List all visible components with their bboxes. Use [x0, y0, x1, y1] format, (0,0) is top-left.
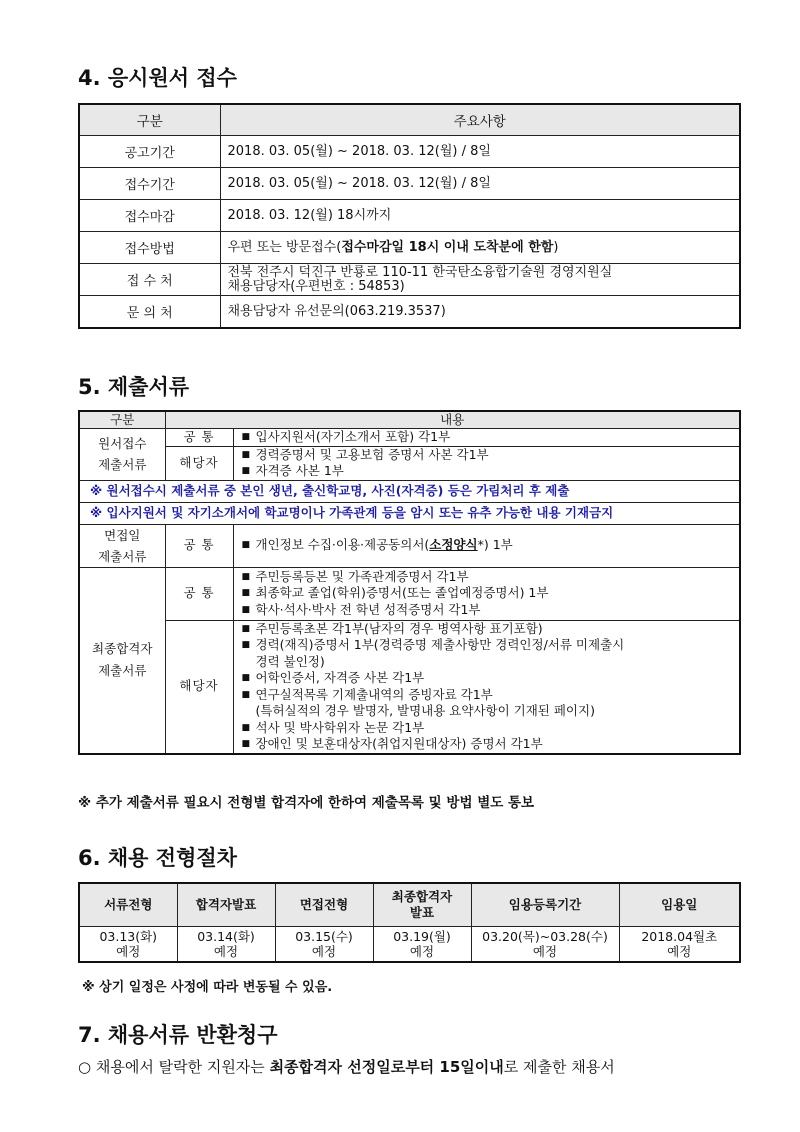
sub-applicable: 해당자 [165, 446, 233, 480]
row-key: 접수기간 [79, 168, 220, 200]
schedule-date: 03.15(수) [295, 929, 353, 944]
list-item-continued: (특허실적의 경우 발명자, 발명내용 요약사항이 기재된 페이지) [255, 703, 595, 718]
col-header: 면접전형 [275, 883, 373, 927]
schedule-status: 예정 [213, 944, 239, 959]
section-7-title: 7. 채용서류 반환청구 [78, 1023, 278, 1047]
notice-no-disclosure: ※ 입사지원서 및 자기소개서에 학교명이나 가족관계 등을 암시 또는 유추 가능한 내용 기재금지 [79, 502, 740, 524]
consent-tail: *) 1부 [477, 537, 513, 553]
row-key: 접 수 처 [79, 264, 220, 296]
consent-text: 개인정보 수집·이용·제공동의서( [255, 537, 430, 553]
row-value: 2018. 03. 05(월) ~ 2018. 03. 12(월) / 8일 [220, 136, 740, 168]
table-row [79, 200, 740, 232]
schedule-date: 2018.04월초 [641, 929, 718, 944]
list-item: ■ 장애인 및 보훈대상자(취업지원대상자) 증명서 각1부 [242, 736, 736, 753]
row-value: 2018. 03. 05(월) ~ 2018. 03. 12(월) / 8일 [220, 168, 740, 200]
group-application: 원서접수 제출서류 [79, 429, 165, 481]
list-item: ■ 최종학교 졸업(학위)증명서(또는 졸업예정증명서) 1부 [242, 585, 736, 602]
list-item: ■ 주민등록등본 및 가족관계증명서 각1부 [242, 569, 736, 586]
schedule-status: 예정 [116, 944, 141, 959]
table-row [79, 296, 740, 329]
return-deadline: 최종합격자 선정일로부터 15일이내 [269, 1058, 504, 1076]
return-text: 채용에서 탈락한 지원자는 [91, 1058, 270, 1076]
row-value: 채용담당자 유선문의(063.219.3537) [220, 296, 740, 329]
list-item [242, 537, 736, 554]
row-value: 2018. 03. 12(월) 18시까지 [220, 200, 740, 232]
return-text-tail: 로 제출한 채용서 [503, 1058, 615, 1076]
sub-common: 공 통 [165, 429, 233, 447]
list-item: ■ 학사·석사·박사 전 학년 성적증명서 각1부 [242, 602, 736, 619]
list-item: ■ 주민등록초본 각1부(남자의 경우 병역사항 표기포함) [242, 621, 736, 638]
group-final: 최종합격자 제출서류 [79, 567, 165, 754]
schedule-date: 03.14(화) [197, 929, 255, 944]
col-header-category: 구분 [79, 411, 165, 429]
sub-applicable: 해당자 [165, 620, 233, 754]
col-header-category: 구분 [79, 104, 220, 136]
schedule-table [78, 882, 741, 963]
application-table [78, 103, 741, 329]
schedule-date: 03.20(목)~03.28(수) [482, 929, 608, 944]
method-tail: ) [553, 239, 559, 255]
section-6-title: 6. 채용 전형절차 [78, 846, 237, 870]
documents-table [78, 410, 741, 755]
row-value [220, 232, 740, 264]
table-row [79, 168, 740, 200]
schedule-status: 예정 [667, 944, 692, 959]
schedule-status: 예정 [409, 944, 435, 959]
col-header: 임용등록기간 [471, 883, 619, 927]
table-row [79, 232, 740, 264]
bullet-circle: ○ [78, 1058, 92, 1076]
documents-footnote: ※ 추가 제출서류 필요시 전형별 합격자에 한하여 제출목록 및 방법 별도 통보 [78, 795, 535, 811]
list-item: ■ 자격증 사본 1부 [242, 463, 736, 480]
col-header-content: 내용 [165, 411, 740, 429]
schedule-footnote: ※ 상기 일정은 사정에 따라 변동될 수 있음. [82, 980, 333, 995]
col-header-details: 주요사항 [220, 104, 740, 136]
return-paragraph [78, 1056, 615, 1077]
list-item: ■ 석사 및 박사학위자 논문 각1부 [242, 720, 736, 737]
col-header: 최종합격자 발표 [373, 883, 471, 927]
method-text: 우편 또는 방문접수( [227, 239, 342, 255]
row-key: 접수방법 [79, 232, 220, 264]
col-header: 임용일 [619, 883, 740, 927]
address-line-2: 채용담당자(우편번호 : 54853) [227, 278, 405, 294]
list-item-continued: 경력 불인정) [255, 653, 325, 669]
form-link[interactable]: 소정양식 [429, 537, 478, 553]
row-key: 문 의 처 [79, 296, 220, 329]
schedule-status: 예정 [311, 944, 337, 959]
sub-common: 공 통 [165, 567, 233, 620]
row-key: 접수마감 [79, 200, 220, 232]
schedule-date: 03.19(월) [393, 929, 451, 944]
deadline-note: 접수마감일 18시 이내 도착분에 한함 [341, 239, 554, 255]
section-4-title: 4. 응시원서 접수 [78, 66, 237, 90]
address-line: 전북 전주시 덕진구 반룡로 110-11 한국탄소융합기술원 경영지원실 [227, 264, 613, 280]
group-interview: 면접일 제출서류 [79, 524, 165, 567]
table-row [79, 264, 740, 296]
schedule-date: 03.13(화) [99, 929, 158, 944]
notice-masking: ※ 원서접수시 제출서류 중 본인 생년, 출신학교명, 사진(자격증) 등은 가림처리 후 제출 [79, 480, 740, 502]
section-5-title: 5. 제출서류 [78, 375, 190, 399]
schedule-status: 예정 [532, 944, 558, 959]
row-key: 공고기간 [79, 136, 220, 168]
sub-common: 공 통 [165, 524, 233, 567]
row-value [220, 264, 740, 296]
list-item: ■ 경력증명서 및 고용보험 증명서 사본 각1부 [242, 447, 736, 464]
list-item: ■ 경력(재직)증명서 1부(경력증명 제출사항만 경력인정/서류 미제출시 [242, 637, 736, 654]
list-item: ■ 연구실적목록 기제출내역의 증빙자료 각1부 [242, 687, 736, 704]
col-header: 서류전형 [79, 883, 177, 927]
list-item: ■ 입사지원서(자기소개서 포함) 각1부 [242, 429, 736, 446]
table-row [79, 136, 740, 168]
col-header: 합격자발표 [177, 883, 275, 927]
list-item: ■ 어학인증서, 자격증 사본 각1부 [242, 670, 736, 687]
